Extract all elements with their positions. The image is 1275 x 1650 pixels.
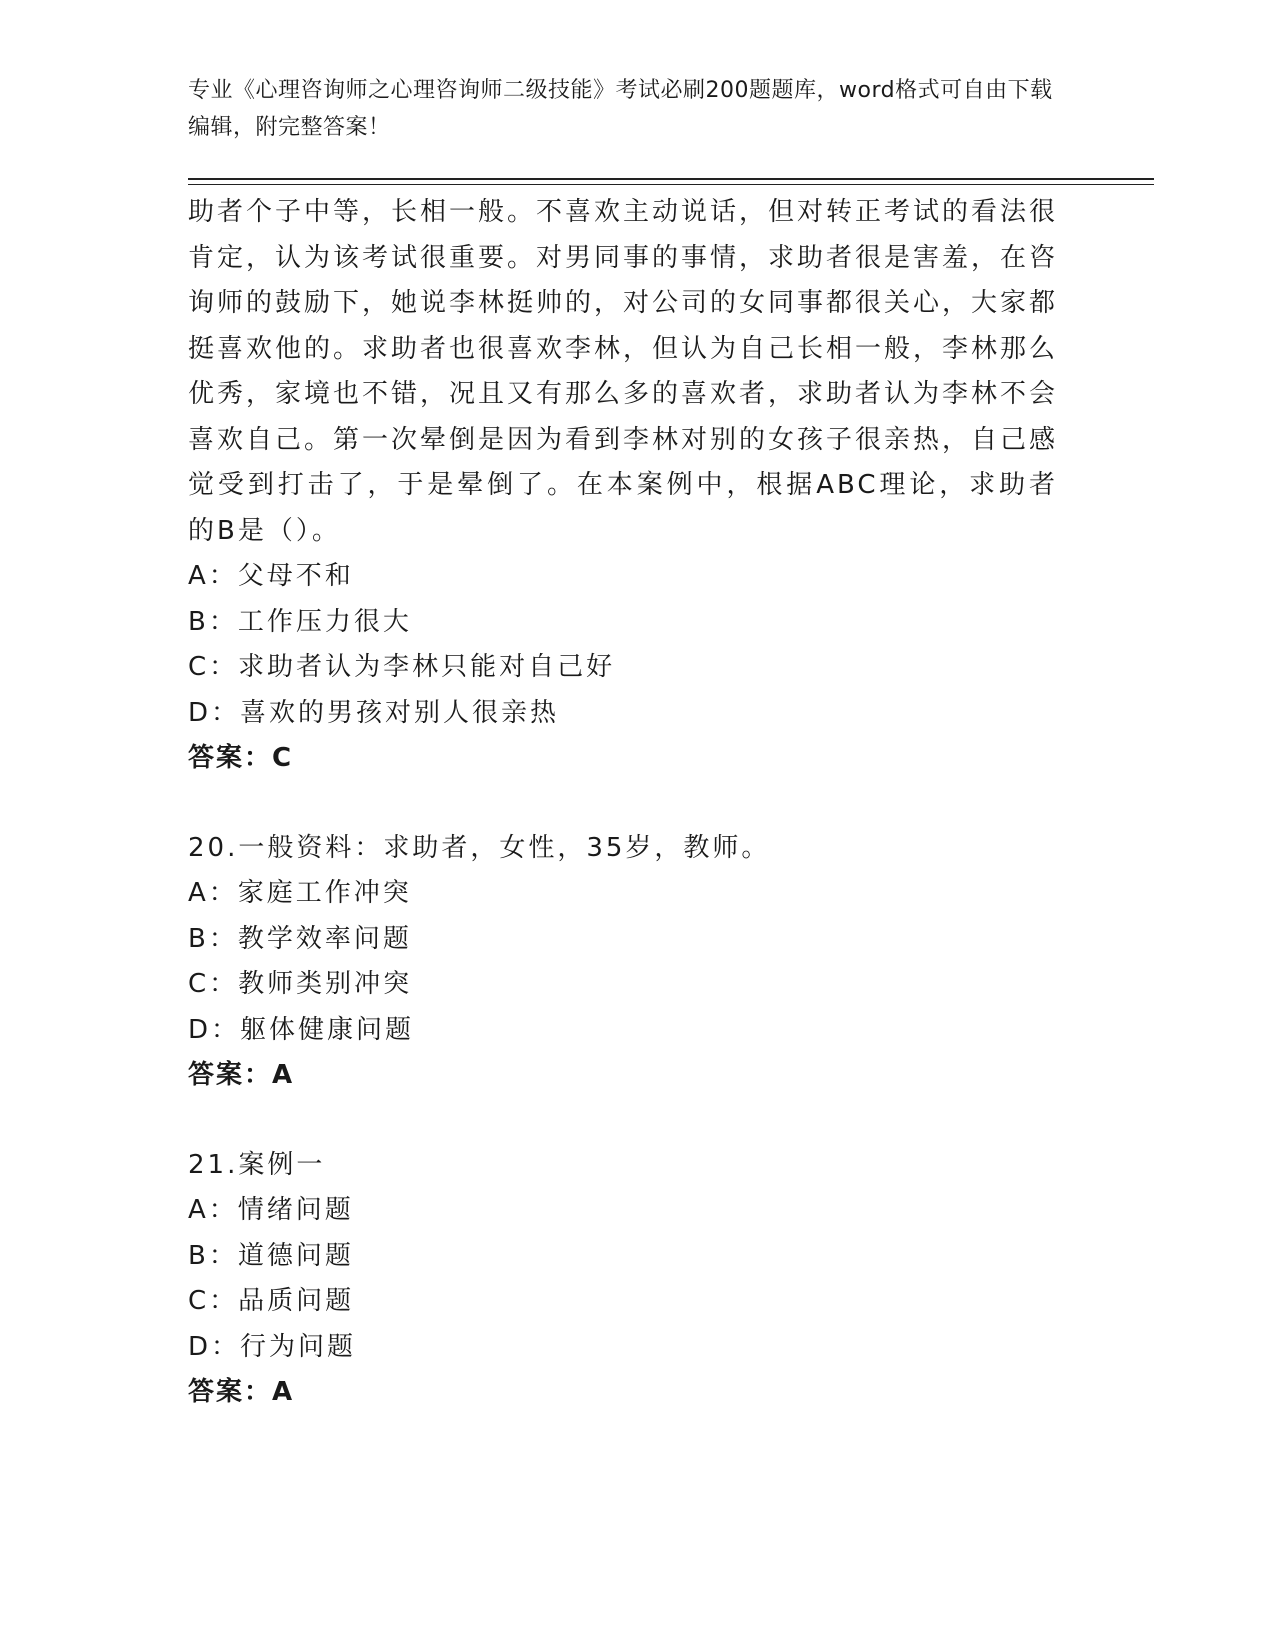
question-21-option-c: C：品质问题 (188, 1286, 355, 1316)
question-19-option-b: B：工作压力很大 (188, 606, 412, 637)
question-20-option-c: C：教师类别冲突 (188, 969, 413, 999)
question-19-option-c: C：求助者认为李林只能对自己好 (188, 652, 616, 682)
question-21-option-d: D：行为问题 (188, 1331, 357, 1362)
question-21-option-a: A：情绪问题 (188, 1195, 354, 1225)
question-20 (188, 826, 1058, 1099)
question-20-option-a: A：家庭工作冲突 (188, 878, 412, 908)
question-20-title: 20.一般资料：求助者，女性，35岁，教师。 (188, 832, 771, 863)
question-20-option-b: B：教学效率问题 (188, 923, 412, 954)
question-19-stem: 助者个子中等，长相一般。不喜欢主动说话，但对转正考试的看法很肯定，认为该考试很重要。对男同事的事情，求助者很是害羞，在咨询师的鼓励下，她说李林挺帅的，对公司的女同事都很关心，大家都挺喜欢他的。求助者也很喜欢李林，但认为自己长相一般，李林那么优秀，家境也不错，况且又有那么多的喜欢者，求助者认为李林不会喜欢自己。第一次晕倒是因为看到李林对别的女孩子很亲热，自己感觉受到打击了，于是晕倒了。在本案例中，根据ABC理论，求助者的B是（）。 (188, 197, 1059, 546)
question-19-option-a: A：父母不和 (188, 561, 354, 591)
page-header: 专业《心理咨询师之心理咨询师二级技能》考试必刷200题题库，word格式可自由下载编辑，附完整答案！ (188, 78, 1053, 140)
question-20-option-d: D：躯体健康问题 (188, 1014, 415, 1045)
spacer (188, 1099, 1058, 1143)
question-21-option-b: B：道德问题 (188, 1240, 354, 1271)
question-21-title: 21.案例一 (188, 1149, 326, 1180)
header-divider (188, 178, 1154, 185)
question-19-answer: 答案：C (188, 743, 294, 773)
question-21-answer: 答案：A (188, 1377, 295, 1407)
question-19 (188, 190, 1058, 782)
question-19-option-d: D：喜欢的男孩对别人很亲热 (188, 697, 560, 728)
question-21 (188, 1143, 1058, 1416)
document-body (188, 190, 1058, 1416)
spacer (188, 782, 1058, 826)
question-20-answer: 答案：A (188, 1060, 295, 1090)
